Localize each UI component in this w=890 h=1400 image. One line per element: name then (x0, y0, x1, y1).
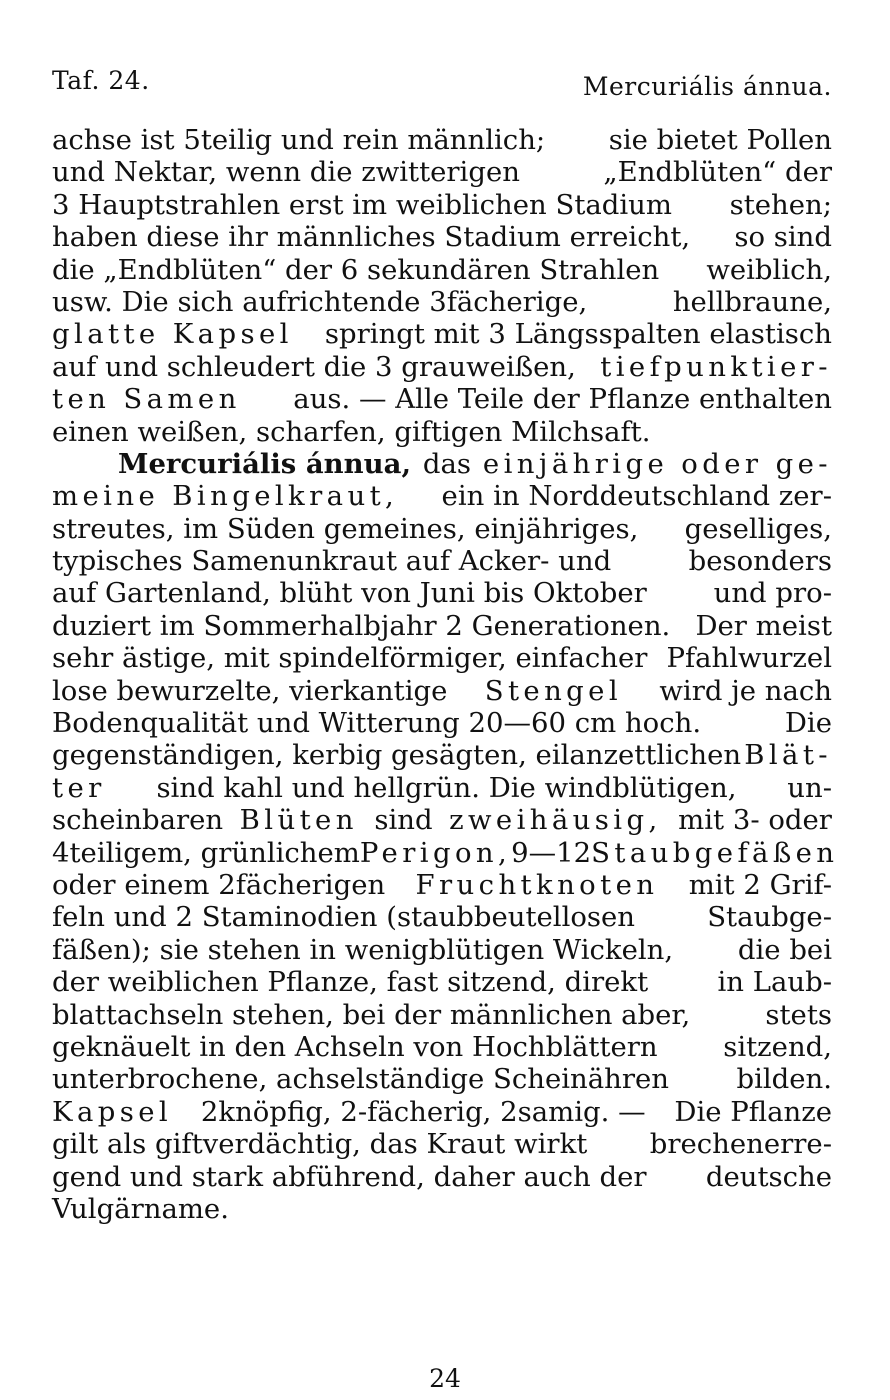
text-segment: Die Pflanze (674, 1095, 832, 1128)
text-line (52, 156, 832, 188)
text-segment: streutes, im Süden gemeines, einjähriges, (52, 512, 639, 545)
text-line (52, 383, 832, 415)
page-number: 24 (429, 1364, 461, 1393)
text-segment: scheinbaren (52, 804, 224, 837)
text-line (52, 869, 832, 901)
text-segment: Pfahlwurzel (666, 642, 832, 675)
text-segment: mit 2 Grif- (688, 868, 832, 901)
text-segment: Die (784, 707, 832, 740)
text-segment: 4teiligem, grünlichem (52, 836, 360, 869)
spaced-term: Perigon, (359, 836, 512, 869)
text-segment: sind (374, 804, 433, 837)
text-segment: sehr ästige, mit spindelförmiger, einfacher (52, 642, 648, 675)
text-segment: sind kahl und hellgrün. Die windblütigen, (156, 771, 737, 804)
text-segment: „Endblüten“ der (603, 156, 832, 189)
text-segment: 2knöpfig, 2-fächerig, 2samig. — (200, 1095, 646, 1128)
text-segment: 3 Hauptstrahlen erst im weiblichen Stadium (52, 188, 672, 221)
text-segment: bilden. (736, 1063, 832, 1096)
text-line (52, 254, 832, 286)
spaced-term: Blüten (239, 804, 358, 837)
text-segment: mit 3- oder (678, 804, 832, 837)
spaced-term: tiefpunktier- (600, 350, 832, 383)
text-line (52, 739, 832, 771)
text-segment: stets (765, 998, 832, 1031)
text-line (52, 221, 832, 253)
text-line (52, 286, 832, 318)
text-segment: Der meist (695, 609, 832, 642)
text-segment: einen weißen, scharfen, giftigen Milchsaft. (52, 415, 651, 448)
spaced-term: einjährige oder ge- (482, 447, 832, 480)
text-segment: oder einem 2fächerigen (52, 868, 386, 901)
text-line (52, 351, 832, 383)
text-segment: deutsche (705, 1160, 832, 1193)
species-heading: Mercuriális ánnua. (582, 72, 832, 101)
text-segment: springt mit 3 Längsspalten elastisch (324, 318, 832, 351)
text-line (52, 1031, 832, 1063)
text-segment: und Nektar, wenn die zwitterigen (52, 156, 520, 189)
text-line (52, 124, 832, 156)
text-line (52, 642, 832, 674)
text-segment: feln und 2 Staminodien (staubbeutellosen (52, 901, 636, 934)
text-segment: geknäuelt in den Achseln von Hochblättern (52, 1030, 658, 1063)
text-line (52, 480, 832, 512)
text-segment: besonders (688, 545, 832, 578)
text-segment: in Laub- (717, 966, 832, 999)
text-segment: auf Gartenland, blüht von Juni bis Oktober (52, 577, 647, 610)
text-line (52, 416, 832, 448)
running-head (52, 66, 832, 106)
spaced-term: zweihäusig, (449, 804, 662, 837)
text-segment: die „Endblüten“ der 6 sekundären Strahlen (52, 253, 660, 286)
text-segment: aus. — Alle Teile der Pflanze enthalten (293, 383, 832, 416)
text-line (52, 513, 832, 545)
text-segment: blattachseln stehen, bei der männlichen aber, (52, 998, 691, 1031)
text-line (52, 545, 832, 577)
text-segment: gend und stark abführend, daher auch der (52, 1160, 647, 1193)
text-segment: duziert im Sommerhalbjahr 2 Generationen. (52, 609, 671, 642)
text-segment: wird je nach (659, 674, 832, 707)
text-segment: lose bewurzelte, vierkantige (52, 674, 448, 707)
text-segment: 9—12 (511, 836, 592, 869)
text-line (52, 1193, 832, 1225)
text-line (52, 189, 832, 221)
text-line (52, 804, 832, 836)
spaced-term: ter (52, 771, 106, 804)
text-segment: stehen; (729, 188, 832, 221)
text-segment: ein in Norddeutschland zer- (441, 480, 832, 513)
text-segment: gegenständigen, kerbig gesägten, eilanzettlichen (52, 739, 742, 772)
spaced-term: Stengel (484, 674, 623, 707)
spaced-term: meine Bingelkraut, (52, 480, 399, 513)
body-text (52, 124, 839, 1225)
text-segment: brechenerre- (649, 1128, 832, 1161)
spaced-term: Kapsel (52, 1095, 173, 1128)
text-line (52, 675, 832, 707)
text-segment: typisches Samenunkraut auf Acker- und (52, 545, 612, 578)
text-line (52, 707, 832, 739)
text-segment: achse ist 5teilig und rein männlich; (52, 124, 546, 156)
text-line (52, 772, 832, 804)
text-segment: auf und schleudert die 3 grauweißen, (52, 350, 576, 383)
text-segment: die bei (737, 933, 832, 966)
text-line (52, 836, 839, 869)
spaced-term: glatte Kapsel (52, 318, 293, 351)
spaced-term: Fruchtknoten (415, 868, 659, 901)
text-segment: hellbraune, (672, 285, 832, 318)
text-segment: der weiblichen Pflanze, fast sitzend, direkt (52, 966, 649, 999)
text-line (52, 610, 832, 642)
spaced-term: Blät- (744, 739, 832, 772)
text-segment: geselliges, (684, 512, 832, 545)
text-segment: sie bietet Pollen (608, 124, 832, 156)
text-segment: gilt als giftverdächtig, das Kraut wirkt (52, 1128, 588, 1161)
text-segment: Bodenqualität und Witterung 20—60 cm hoch. (52, 707, 702, 740)
text-line (52, 1161, 832, 1193)
text-segment: fäßen); sie stehen in wenigblütigen Wickeln, (52, 933, 674, 966)
text-segment: das (422, 447, 472, 480)
text-segment: und pro- (713, 577, 832, 610)
text-segment: weiblich, (706, 253, 832, 286)
text-line (52, 901, 832, 933)
species-name-bold: Mercuriális ánnua, (118, 447, 412, 480)
text-line (52, 1063, 832, 1095)
spaced-term: ten Samen (52, 383, 241, 416)
text-segment: sitzend, (723, 1030, 832, 1063)
text-segment: usw. Die sich aufrichtende 3fächerige, (52, 285, 588, 318)
text-line (52, 1096, 832, 1128)
text-line (52, 934, 832, 966)
text-segment: Staubge- (707, 901, 832, 934)
spaced-term: Staubgefäßen (591, 836, 839, 869)
text-line (52, 999, 832, 1031)
text-line (52, 318, 832, 350)
plate-number: Taf. 24. (52, 66, 150, 95)
text-line (52, 448, 832, 480)
text-line (52, 966, 832, 998)
text-segment: haben diese ihr männliches Stadium erreicht, (52, 221, 691, 254)
text-line (52, 1128, 832, 1160)
text-segment: unterbrochene, achselständige Scheinähren (52, 1063, 670, 1096)
text-line (52, 577, 832, 609)
text-segment: so sind (734, 221, 832, 254)
text-segment: un- (787, 771, 832, 804)
text-segment: Vulgärname. (52, 1192, 229, 1225)
